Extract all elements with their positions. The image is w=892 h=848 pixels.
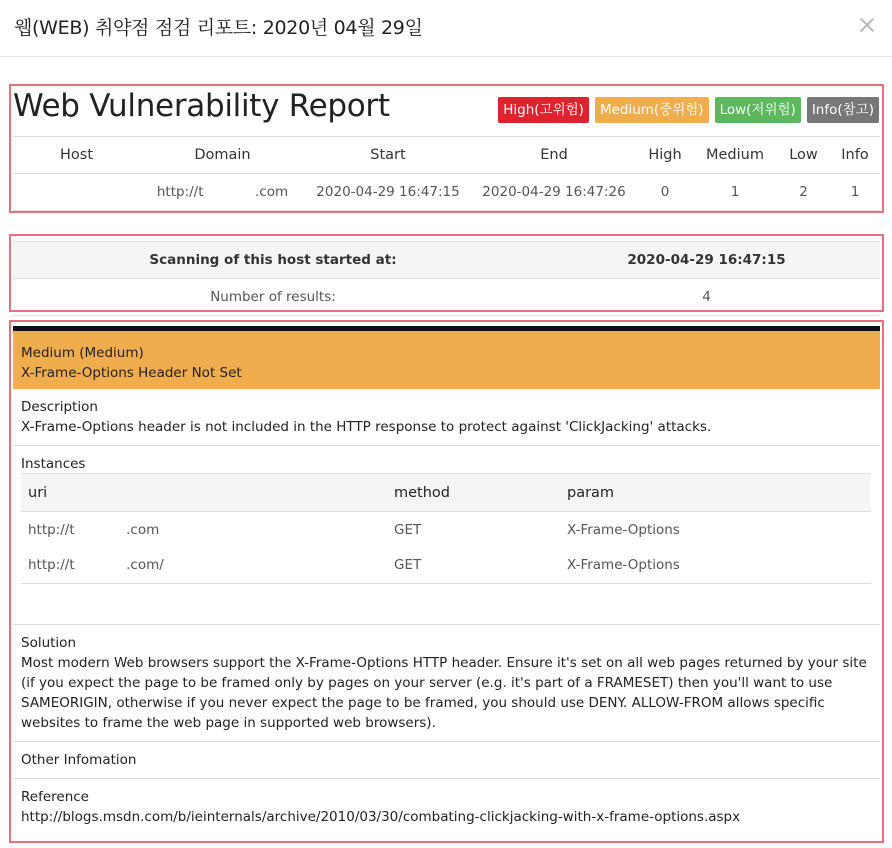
badge-low: Low(저위험) bbox=[715, 97, 801, 123]
table-row bbox=[13, 174, 880, 211]
cell-end: 2020-04-29 16:47:26 bbox=[471, 174, 637, 211]
col-low: Low bbox=[777, 137, 830, 174]
col-high: High bbox=[637, 137, 693, 174]
report-summary-panel bbox=[9, 84, 884, 213]
results-count-label: Number of results: bbox=[13, 279, 533, 316]
cell-high: 0 bbox=[637, 174, 693, 211]
col-host: Host bbox=[13, 137, 140, 174]
alert-header bbox=[13, 331, 880, 389]
instance-method: GET bbox=[387, 548, 560, 584]
instance-param: X-Frame-Options bbox=[560, 548, 871, 584]
col-method: method bbox=[387, 474, 560, 512]
risk-legend bbox=[498, 97, 879, 123]
instance-method: GET bbox=[394, 521, 422, 538]
instances-label: Instances bbox=[21, 456, 86, 472]
col-info: Info bbox=[830, 137, 880, 174]
badge-high: High(고위험) bbox=[498, 97, 589, 123]
description-section bbox=[13, 389, 880, 446]
table-row bbox=[21, 512, 871, 548]
solution-section bbox=[13, 625, 880, 742]
col-domain: Domain bbox=[140, 137, 305, 174]
cell-domain: http://t .com bbox=[140, 174, 305, 211]
reference-link[interactable]: http://blogs.msdn.com/b/ieinternals/archive/2010/03/30/combating-clickjacking-with-x-frame-options.aspx bbox=[21, 809, 741, 825]
summary-header-row bbox=[13, 137, 880, 174]
badge-info: Info(참고) bbox=[807, 97, 879, 123]
instance-uri: http://t .com bbox=[28, 521, 160, 538]
modal-title: 웹(WEB) 취약점 점검 리포트: 2020년 04월 29일 bbox=[14, 17, 423, 39]
alert-name: X-Frame-Options Header Not Set bbox=[21, 365, 242, 381]
cell-low: 2 bbox=[777, 174, 830, 211]
other-info-label: Other Infomation bbox=[21, 752, 137, 768]
solution-text: Most modern Web browsers support the X-Frame-Options HTTP header. Ensure it's set on all web pages returned by your site (if you expect the page to be framed only by pages on your server (e.g. it's part of a FRAMESET) then you'll want to use SAMEORIGIN, otherwise if you never expect the page to be framed, you should use DENY. ALLOW-FROM allows specific websites to frame the web page in supported web browsers). bbox=[21, 655, 867, 731]
modal-header bbox=[0, 0, 892, 57]
reference-section bbox=[13, 779, 880, 839]
description-label: Description bbox=[21, 399, 98, 415]
col-medium: Medium bbox=[693, 137, 777, 174]
cell-info: 1 bbox=[830, 174, 880, 211]
instance-uri: http://t .com/ bbox=[21, 548, 387, 584]
summary-table bbox=[13, 136, 880, 211]
other-info-section bbox=[13, 742, 880, 779]
scan-start-value: 2020-04-29 16:47:15 bbox=[533, 242, 880, 279]
description-text: X-Frame-Options header is not included in the HTTP response to protect against 'ClickJacking' attacks. bbox=[21, 419, 712, 435]
instance-param: X-Frame-Options bbox=[567, 521, 680, 538]
alert-detail-panel bbox=[9, 320, 884, 843]
cell-host bbox=[13, 174, 140, 211]
report-title: Web Vulnerability Report bbox=[13, 88, 390, 124]
alert-risk: Medium (Medium) bbox=[21, 345, 144, 361]
close-icon[interactable] bbox=[856, 14, 878, 36]
scan-start-label: Scanning of this host started at: bbox=[13, 242, 533, 279]
table-row bbox=[13, 279, 880, 316]
cell-medium: 1 bbox=[693, 174, 777, 211]
badge-medium: Medium(중위험) bbox=[595, 97, 709, 123]
col-start: Start bbox=[305, 137, 471, 174]
cell-start: 2020-04-29 16:47:15 bbox=[305, 174, 471, 211]
table-row bbox=[13, 242, 880, 279]
host-info-panel bbox=[9, 234, 884, 312]
solution-label: Solution bbox=[21, 635, 76, 651]
col-end: End bbox=[471, 137, 637, 174]
col-uri: uri bbox=[21, 474, 387, 512]
instances-table bbox=[21, 473, 871, 584]
table-row bbox=[21, 548, 871, 584]
col-param: param bbox=[560, 474, 871, 512]
reference-label: Reference bbox=[21, 789, 89, 805]
instances-header-row bbox=[21, 474, 871, 512]
host-info-table bbox=[13, 241, 880, 316]
results-count-value: 4 bbox=[533, 279, 880, 316]
